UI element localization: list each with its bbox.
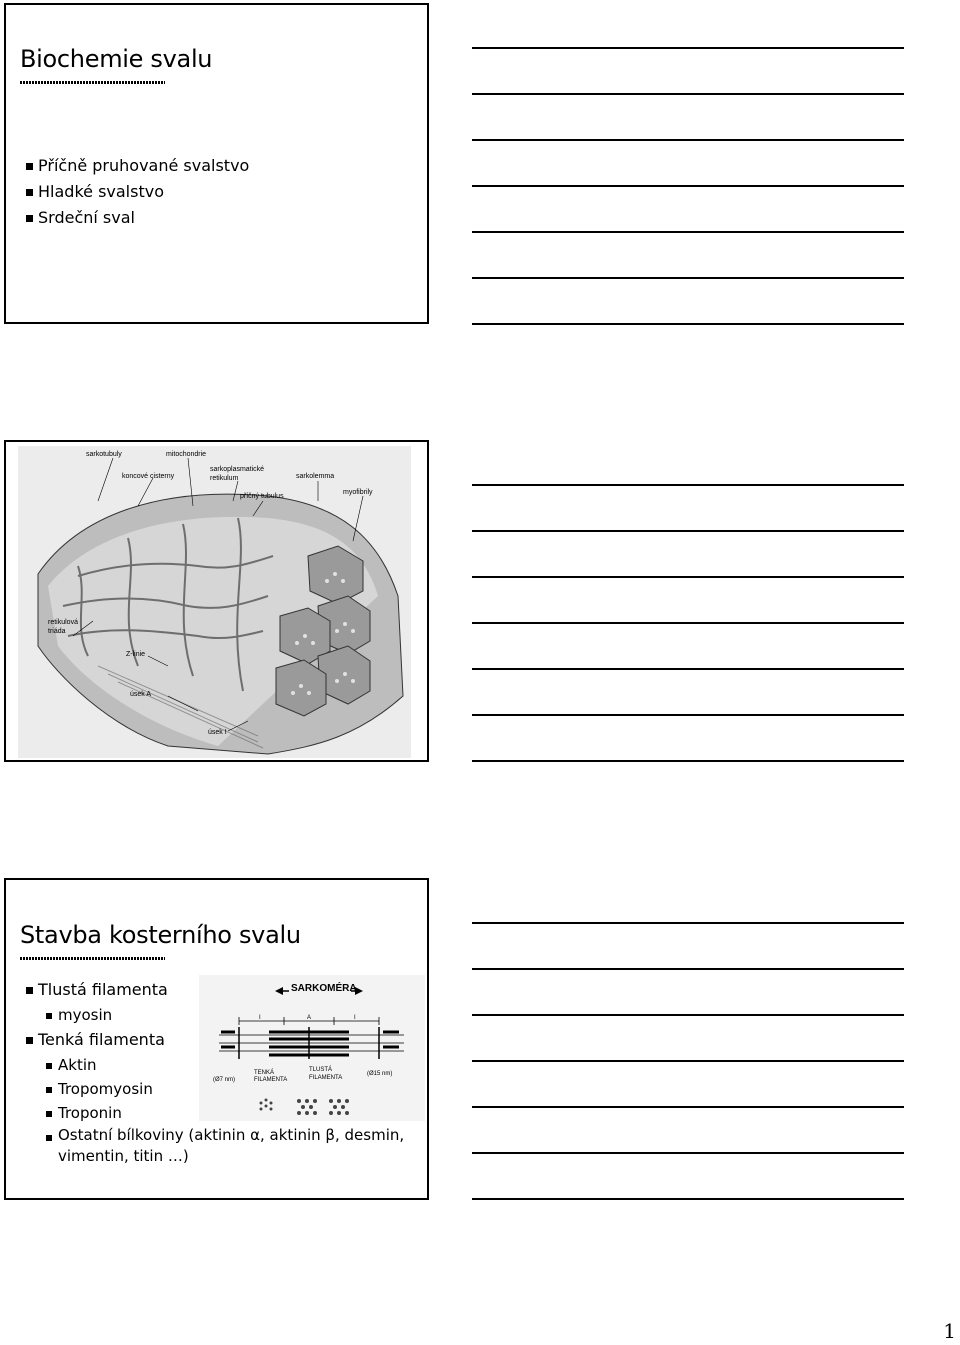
note-line — [472, 1152, 904, 1154]
title-underline — [20, 957, 165, 960]
label-thick-diameter: (Ø15 nm) — [367, 1071, 393, 1077]
label-i-right: I — [354, 1015, 356, 1021]
slide-title: Biochemie svalu — [20, 45, 213, 73]
note-line — [472, 714, 904, 716]
page-number: 1 — [943, 1319, 956, 1343]
slide-stavba-kosterniho-svalu — [4, 878, 429, 1200]
note-line — [472, 530, 904, 532]
note-line — [472, 139, 904, 141]
sub-bullet-item: Troponin — [26, 1101, 418, 1125]
label-retikulum: retikulum — [210, 475, 239, 482]
label-triada: triáda — [48, 628, 66, 635]
label-koncove-cisterny: koncové cisterny — [122, 473, 175, 480]
label-thin-diameter: (Ø7 nm) — [213, 1077, 236, 1083]
label-usek-i: úsek I — [208, 729, 227, 736]
note-line — [472, 622, 904, 624]
slide-title: Stavba kosterního svalu — [20, 921, 301, 949]
label-usek-a: úsek A — [130, 691, 152, 698]
label-thin-1: TENKÁ — [254, 1070, 275, 1076]
note-line — [472, 93, 904, 95]
note-line — [472, 968, 904, 970]
note-line — [472, 185, 904, 187]
bullet-item: Tlustá filamenta — [26, 977, 418, 1003]
label-sarkoplazmaticke: sarkoplasmatické — [210, 466, 265, 473]
note-line — [472, 760, 904, 762]
sub-bullet-item: Ostatní bílkoviny (aktinin α, aktinin β, desmin, vimentin, titin …) — [26, 1125, 418, 1167]
bullet-item: Hladké svalstvo — [26, 179, 249, 205]
note-line — [472, 323, 904, 325]
sketch-title: SARKOMÉRA — [291, 983, 357, 994]
label-myofibrily: myofibrily — [343, 489, 373, 496]
label-i-left: I — [259, 1015, 261, 1021]
note-line — [472, 1106, 904, 1108]
note-line — [472, 231, 904, 233]
sub-bullet-item: Tropomyosin — [26, 1077, 418, 1101]
label-retikulova: retikulová — [48, 619, 78, 626]
note-line — [472, 1060, 904, 1062]
slide-muscle-fiber — [4, 440, 429, 762]
sub-bullet-item: Aktin — [26, 1053, 418, 1077]
note-line — [472, 277, 904, 279]
sarcomere-sketch — [199, 975, 425, 1121]
title-underline — [20, 81, 165, 84]
note-line — [472, 47, 904, 49]
label-z-linie: Z-linie — [126, 651, 146, 658]
bullet-item: Srdeční sval — [26, 205, 249, 231]
sub-bullet-item: myosin — [26, 1003, 418, 1027]
label-mitochondrie: mitochondrie — [166, 451, 207, 458]
note-line — [472, 1198, 904, 1200]
note-line — [472, 576, 904, 578]
label-thin-2: FILAMENTA — [254, 1077, 288, 1083]
note-line — [472, 484, 904, 486]
label-sarkotubuly: sarkotubuly — [86, 451, 122, 458]
bullet-item: Příčně pruhované svalstvo — [26, 153, 249, 179]
label-pricny-tubulus: příčný tubulus — [240, 493, 284, 500]
label-thick-2: FILAMENTA — [309, 1075, 343, 1081]
label-thick-1: TLUSTÁ — [309, 1067, 333, 1073]
note-line — [472, 668, 904, 670]
slide-biochemie-svalu — [4, 3, 429, 324]
label-a-mid: A — [307, 1015, 312, 1021]
bullet-list — [26, 153, 249, 231]
bullet-item: Tenká filamenta — [26, 1027, 418, 1053]
note-line — [472, 922, 904, 924]
note-line — [472, 1014, 904, 1016]
muscle-fiber-illustration — [18, 446, 411, 758]
label-sarkolemma: sarkolemma — [296, 473, 335, 480]
